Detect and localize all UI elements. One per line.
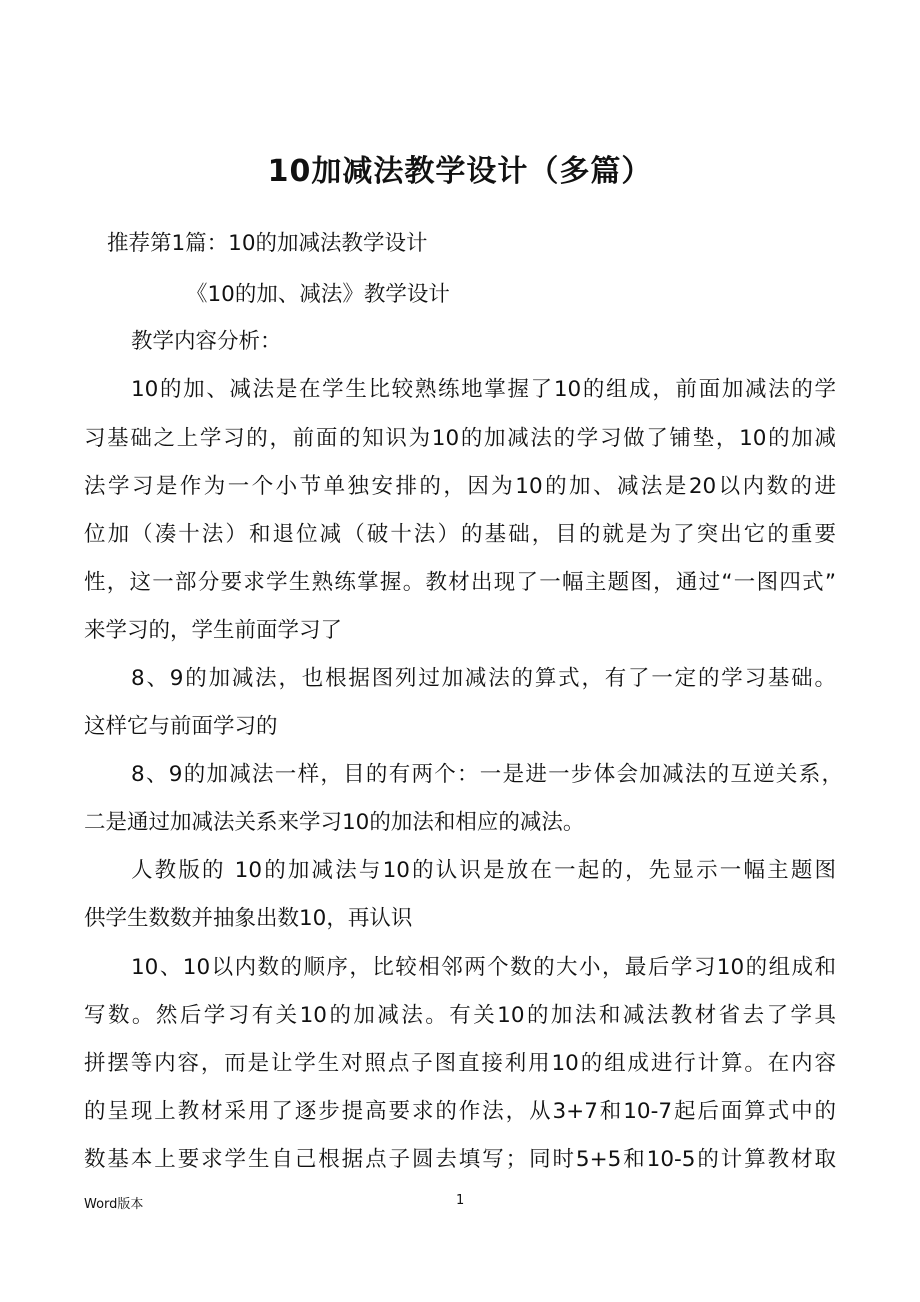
paragraph-line: 写数。然后学习有关10的加减法。有关10的加法和减法教材省去了学具 xyxy=(84,1003,836,1028)
paragraph-line: 的呈现上教材采用了逐步提高要求的作法，从3+7和10-7起后面算式中的 xyxy=(84,1099,836,1124)
paragraph-line: 数基本上要求学生自己根据点子圆去填写；同时5+5和10-5的计算教材取 xyxy=(84,1147,836,1172)
paragraph-line: 二是通过加减法关系来学习10的加法和相应的减法。 xyxy=(84,810,585,835)
paragraph-line: 来学习的，学生前面学习了 xyxy=(84,618,343,643)
section-label: 教学内容分析： xyxy=(131,329,282,354)
paragraph-line: 习基础之上学习的，前面的知识为10的加减法的学习做了铺垫，10的加减 xyxy=(84,426,836,451)
paragraph-line: 10、10以内数的顺序，比较相邻两个数的大小，最后学习10的组成和 xyxy=(131,955,836,980)
sub-heading: 《10的加、减法》教学设计 xyxy=(186,282,450,307)
paragraph-line: 法学习是作为一个小节单独安排的，因为10的加、减法是20以内数的进 xyxy=(84,474,836,499)
footer-page-number: 1 xyxy=(456,1193,465,1208)
paragraph-line: 这样它与前面学习的 xyxy=(84,714,278,739)
paragraph-line: 性，这一部分要求学生熟练掌握。教材出现了一幅主题图，通过“一图四式” xyxy=(84,570,836,595)
paragraph-line: 拼摆等内容，而是让学生对照点子图直接利用10的组成进行计算。在内容 xyxy=(84,1051,836,1076)
paragraph-line: 10的加、减法是在学生比较熟练地掌握了10的组成，前面加减法的学 xyxy=(131,377,836,402)
recommend-heading: 推荐第1篇：10的加减法教学设计 xyxy=(107,231,428,256)
paragraph-line: 位加（凑十法）和退位减（破十法）的基础，目的就是为了突出它的重要 xyxy=(84,522,836,547)
page-title: 10加减法教学设计（多篇） xyxy=(267,154,653,189)
paragraph-line: 人教版的 10的加减法与10的认识是放在一起的，先显示一幅主题图 xyxy=(131,858,836,883)
paragraph-line: 8、9的加减法一样，目的有两个：一是进一步体会加减法的互逆关系， xyxy=(131,762,843,787)
paragraph-line: 8、9的加减法，也根据图列过加减法的算式，有了一定的学习基础。 xyxy=(131,666,836,691)
paragraph-line: 供学生数数并抽象出数10，再认识 xyxy=(84,906,413,931)
footer-version-label: Word版本 xyxy=(84,1197,144,1212)
